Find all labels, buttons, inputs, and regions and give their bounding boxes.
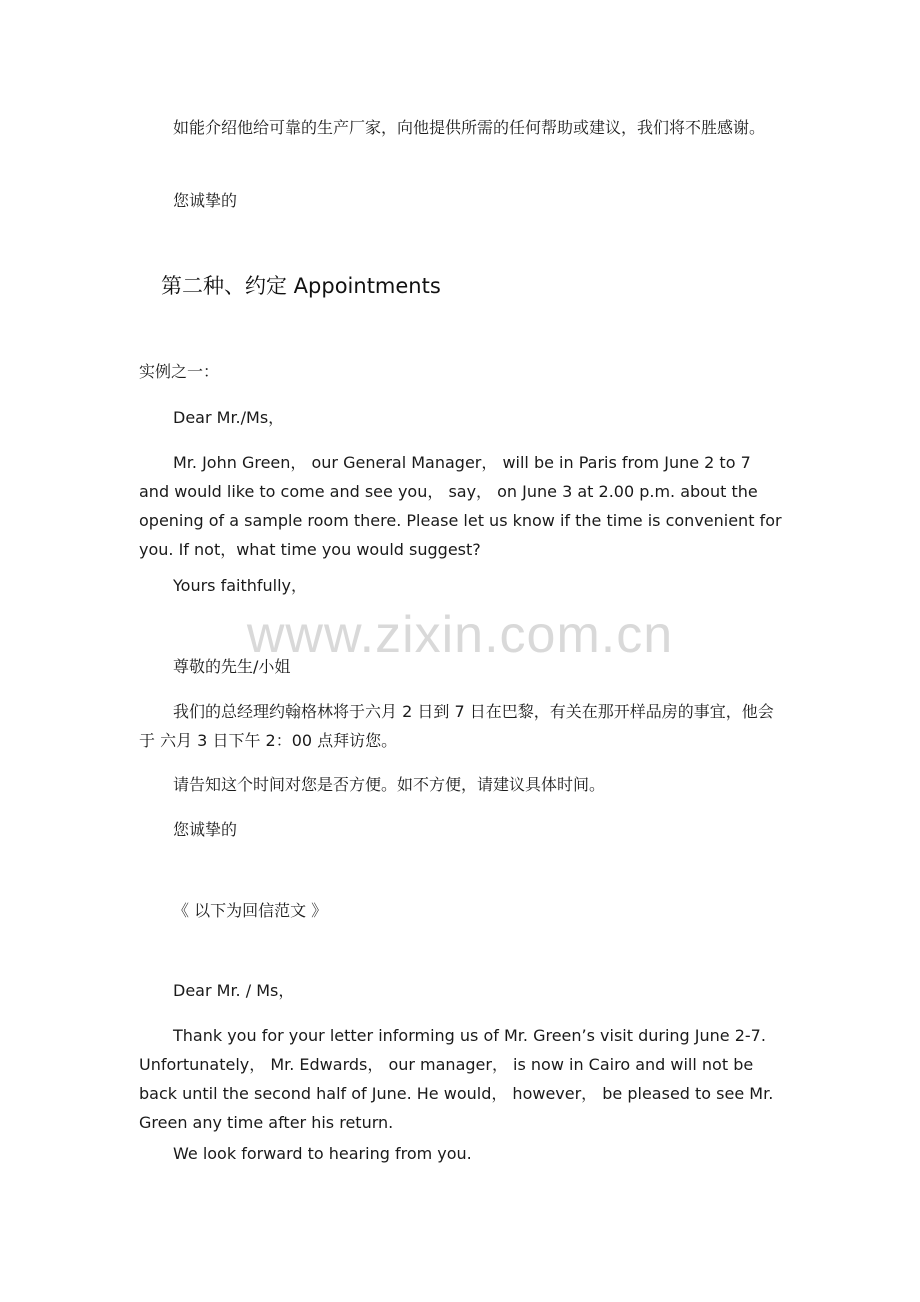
reply-salutation: Dear Mr. / Ms， xyxy=(173,981,295,1000)
letter-signoff: Yours faithfully， xyxy=(173,576,308,595)
reply-heading: 《 以下为回信范文 》 xyxy=(173,901,328,920)
chinese-body-paragraph: 我们的总经理约翰格林将于六月 2 日到 7 日在巴黎，有关在那开样品房的事宜，他会于 六月 3 日下午 2：00 点拜访您。 xyxy=(139,702,774,750)
letter-body: Mr. John Green， our General Manager， will be in Paris from June 2 to 7 and would like to come and see you， say， on June 3 at 2.00 p.m. about the opening of a sample room there. Please let us know if the time is convenient for you. If not，what time you would suggest? xyxy=(139,453,782,559)
chinese-closing-line: 您诚挚的 xyxy=(173,820,238,839)
chinese-body-paragraph-2: 请告知这个时间对您是否方便。如不方便，请建议具体时间。 xyxy=(173,775,606,794)
section-heading: 第二种、约定 Appointments xyxy=(161,274,441,298)
letter-salutation: Dear Mr./Ms， xyxy=(173,408,285,427)
reply-closing: We look forward to hearing from you. xyxy=(173,1144,472,1163)
example-label: 实例之一： xyxy=(139,362,220,381)
reply-body: Thank you for your letter informing us of Mr. Green’s visit during June 2-7. Unfortunately， Mr. Edwards， our manager， is now in Cairo and will not be back until the second half of June. He would， however， be pleased to see Mr. Green any time after his return. xyxy=(139,1026,774,1132)
intro-paragraph: 如能介绍他给可靠的生产厂家，向他提供所需的任何帮助或建议，我们将不胜感谢。 xyxy=(173,118,766,137)
chinese-salutation: 尊敬的先生/小姐 xyxy=(173,657,291,676)
closing-line: 您诚挚的 xyxy=(173,191,238,210)
watermark: www.zixin.com.cn xyxy=(246,606,674,664)
